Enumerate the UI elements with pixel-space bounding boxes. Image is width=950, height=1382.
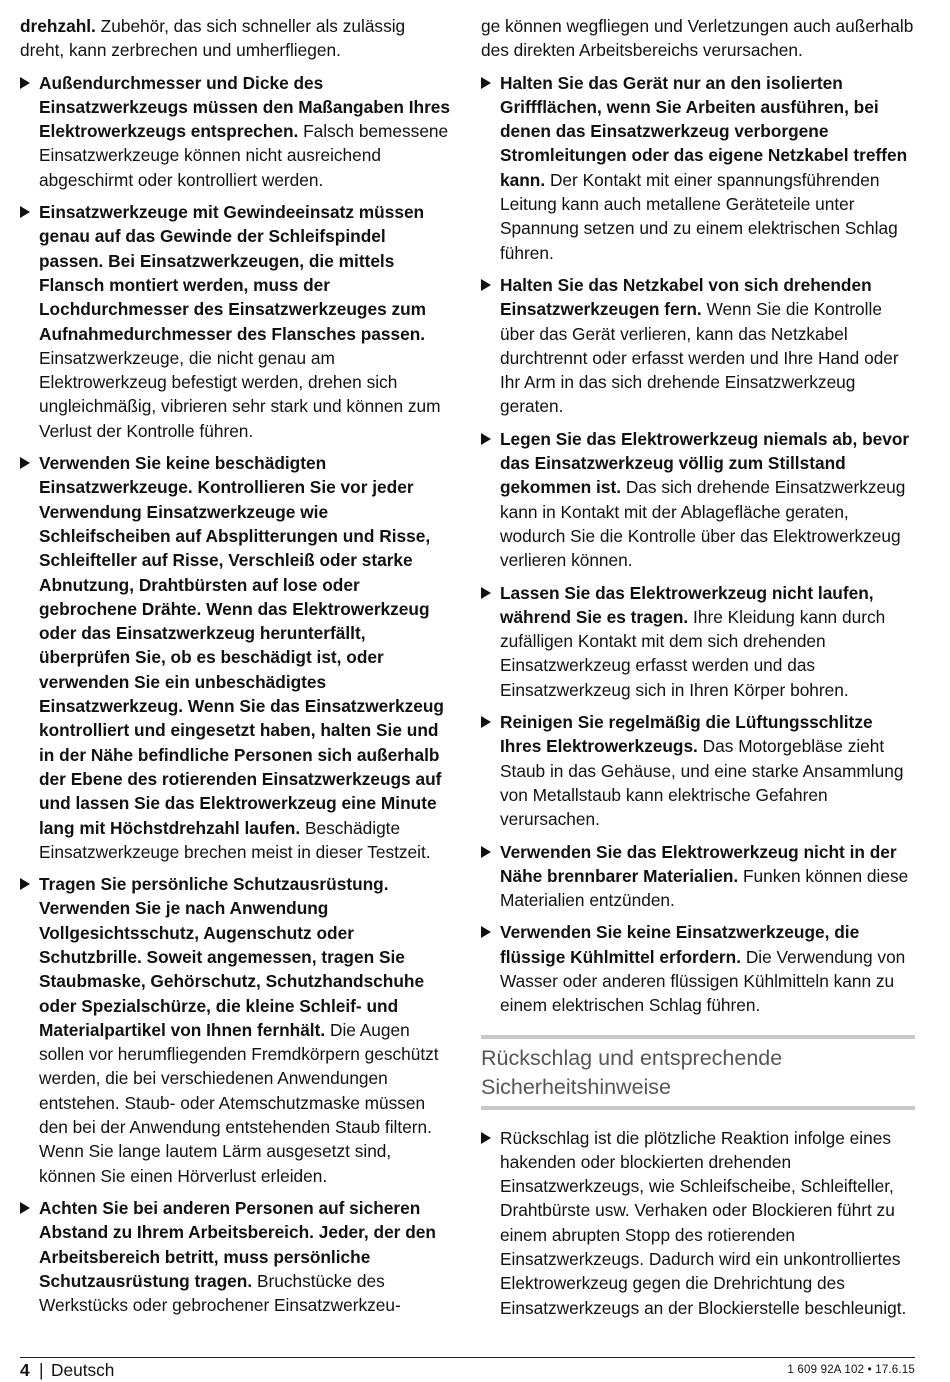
item-text: Rückschlag ist die plötzliche Reaktion infolge eines hakenden oder blockierten drehenden Einsatzwerkzeugs, wie Schleifscheibe, Schleifteller, Drahtbürste usw. Verhaken oder Blockieren führt zu einem abrupten Stopp des rotierenden Einsatzwerkzeugs. Dadurch wird ein unkontrolliertes Elektrowerkzeug gegen die Drehrichtung des Einsatzwerkzeugs an der Blockierstelle beschleunigt. — [500, 1127, 907, 1318]
section-heading — [481, 1035, 915, 1110]
bullet-triangle-icon — [481, 279, 491, 291]
page-footer — [20, 1360, 915, 1382]
item-text: Falsch bemessene Einsatzwerkzeuge können nicht ausreichend abgeschirmt oder kontrolliert werden. — [39, 121, 449, 190]
item-text: Das Motorgebläse zieht Staub in das Gehäuse, und eine starke Ansammlung von Metallstaub kann elektrische Gefahren verursachen. — [500, 736, 904, 830]
item-bold-text: Einsatzwerkzeuge mit Gewindeeinsatz müssen genau auf das Gewinde der Schleifspindel passen. Bei Einsatzwerkzeugen, die mittels Flansch montiert werden, muss der Lochdurchmesser des Einsatzwerkzeuges zum Aufnahmedurchmesser des Flansches passen. — [39, 202, 427, 344]
document-id: 1 609 92A 102 • 17.6.15 — [787, 1364, 915, 1376]
item-text: Der Kontakt mit einer spannungsführenden Leitung kann auch metallene Geräteteile unter Spannung setzen und zu einem elektrischen Schlag führen. — [500, 169, 898, 263]
footer-separator: | — [39, 1360, 44, 1380]
item-bold-text: Verwenden Sie das Elektrowerkzeug nicht in der Nähe brennbarer Materialien. — [500, 841, 897, 886]
section-item-list — [481, 1126, 915, 1320]
item-bold-text: Halten Sie das Netzkabel von sich drehenden Einsatzwerkzeugen fern. — [500, 274, 872, 320]
item-text: Die Verwendung von Wasser oder anderen flüssigen Kühlmitteln kann zu einem elektrischen Schlag führen. — [500, 946, 906, 1016]
bullet-triangle-icon — [20, 878, 30, 890]
item-text: Funken können diese Materialien entzünden. — [500, 865, 909, 911]
safety-item — [20, 71, 452, 192]
bullet-triangle-icon — [20, 1202, 30, 1214]
item-bold-text: Verwenden Sie keine Einsatzwerkzeuge, die flüssige Kühlmittel erfordern. — [500, 922, 860, 967]
item-bold-text: Verwenden Sie keine beschädigten Einsatzwerkzeuge. Kontrollieren Sie vor jeder Verwendung Einsatzwerkzeuge wie Schleifscheiben auf Absplitterungen und Risse, Schleifteller auf Risse, Verschleiß oder starke Abnutzung, Drahtbürsten auf lose oder gebrochene Drähte. Wenn das Elektrowerkzeug oder das Einsatzwerkzeug herunterfällt, überprüfen Sie, ob es beschädigt ist, oder verwenden Sie ein unbeschädigtes Einsatzwerkzeug. Wenn Sie das Einsatzwerkzeug kontrolliert und eingesetzt haben, halten Sie und in der Nähe befindliche Personen sich außerhalb der Ebene des rotierenden Einsatzwerkzeugs auf und lassen Sie das Elektrowerkzeug eine Minute lang mit Höchstdrehzahl laufen. — [39, 453, 444, 838]
right-column — [481, 14, 915, 1328]
item-text: Das sich drehende Einsatzwerkzeug kann in Kontakt mit der Ablagefläche geraten, wodurch Sie die Kontrolle über das Elektrowerkzeug verlieren können. — [500, 477, 906, 571]
bullet-triangle-icon — [481, 77, 491, 89]
section-title-line-2: Sicherheitshinweise — [481, 1074, 672, 1099]
bullet-triangle-icon — [481, 926, 491, 938]
item-bold-text: Lassen Sie das Elektrowerkzeug nicht laufen, während Sie es tragen. — [500, 582, 874, 627]
item-bold-text: Achten Sie bei anderen Personen auf sicheren Abstand zu Ihrem Arbeitsbereich. Jeder, der den Arbeitsbereich betritt, muss persönliche Schutzausrüstung tragen. — [39, 1197, 436, 1291]
safety-item — [20, 1196, 452, 1317]
item-bold-text: Legen Sie das Elektrowerkzeug niemals ab, bevor das Einsatzwerkzeug völlig zum Stillstand gekommen ist. — [500, 428, 910, 498]
bullet-triangle-icon — [481, 716, 491, 728]
safety-item — [481, 1126, 915, 1320]
item-bold-text: Tragen Sie persönliche Schutzausrüstung. Verwenden Sie je nach Anwendung Vollgesichtsschutz, Augenschutz oder Schutzbrille. Soweit angemessen, tragen Sie Staubmaske, Gehörschutz, Schutzhandschuhe oder Spezialschürze, die kleine Schleif- und Materialpartikel von Ihnen fernhält. — [39, 874, 425, 1040]
bullet-triangle-icon — [481, 846, 491, 858]
bullet-triangle-icon — [20, 77, 30, 89]
footer-language: Deutsch — [51, 1360, 115, 1380]
intro-bold-text: drehzahl. — [20, 16, 96, 36]
item-bold-text: Außendurchmesser und Dicke des Einsatzwerkzeugs müssen den Maßangaben Ihres Elektrowerkzeugs entsprechen. — [39, 72, 451, 142]
section-title-line-1: Rückschlag und entsprechende — [481, 1045, 783, 1070]
safety-item — [481, 71, 915, 265]
safety-item — [481, 710, 915, 831]
left-column — [20, 14, 452, 1325]
intro-paragraph — [20, 14, 452, 63]
safety-item — [481, 920, 915, 1017]
safety-item — [481, 427, 915, 573]
safety-item — [481, 273, 915, 419]
bullet-triangle-icon — [481, 433, 491, 445]
item-text: Die Augen sollen vor herumfliegenden Fremdkörpern geschützt werden, die bei verschiedenen Anwendungen entstehen. Staub- oder Atemschutzmaske müssen den bei der Anwendung entstehenden Staub filtern. Wenn Sie lange lautem Lärm ausgesetzt sind, können Sie einen Hörverlust erleiden. — [39, 1019, 439, 1186]
bullet-triangle-icon — [20, 457, 30, 469]
item-bold-text: Halten Sie das Gerät nur an den isolierten Griffflächen, wenn Sie Arbeiten ausführen, bei denen das Einsatzwerkzeug verborgene Stromleitungen oder das eigene Netzkabel treffen kann. — [500, 72, 908, 190]
footer-rule — [20, 1357, 915, 1358]
intro-text: Zubehör, das sich schneller als zulässig dreht, kann zerbrechen und umherfliegen. — [20, 16, 406, 61]
bullet-triangle-icon — [481, 1132, 491, 1144]
safety-item — [20, 451, 452, 864]
safety-item — [20, 200, 452, 443]
safety-item — [481, 840, 915, 913]
item-text: Ihre Kleidung kann durch zufälligen Kontakt mit dem sich drehenden Einsatzwerkzeug erfasst werden und das Einsatzwerkzeug sich in Ihren Körper bohren. — [500, 606, 886, 700]
safety-item — [481, 581, 915, 702]
safety-item — [20, 872, 452, 1188]
item-text: Beschädigte Einsatzwerkzeuge brechen meist in dieser Testzeit. — [39, 817, 431, 862]
continuation-paragraph: ge können wegfliegen und Verletzungen auch außerhalb des direkten Arbeitsbereichs verursachen. — [481, 16, 914, 61]
item-text: Wenn Sie die Kontrolle über das Gerät verlieren, kann das Netzkabel durchtrennt oder erfasst werden und Ihre Hand oder Ihr Arm in das sich drehende Einsatzwerkzeug geraten. — [500, 299, 899, 417]
page-number: 4 — [20, 1360, 30, 1380]
left-item-list — [20, 71, 452, 1318]
section-title — [481, 1039, 915, 1106]
item-bold-text: Reinigen Sie regelmäßig die Lüftungsschlitze Ihres Elektrowerkzeugs. — [500, 712, 873, 757]
item-text: Bruchstücke des Werkstücks oder gebrochener Einsatzwerkzeu- — [39, 1270, 401, 1316]
right-item-list — [481, 71, 915, 1018]
item-text: Einsatzwerkzeuge, die nicht genau am Elektrowerkzeug befestigt werden, drehen sich ungleichmäßig, vibrieren sehr stark und können zum Verlust der Kontrolle führen. — [39, 347, 441, 441]
section-bottom-rule — [481, 1106, 915, 1110]
bullet-triangle-icon — [20, 206, 30, 218]
bullet-triangle-icon — [481, 587, 491, 599]
